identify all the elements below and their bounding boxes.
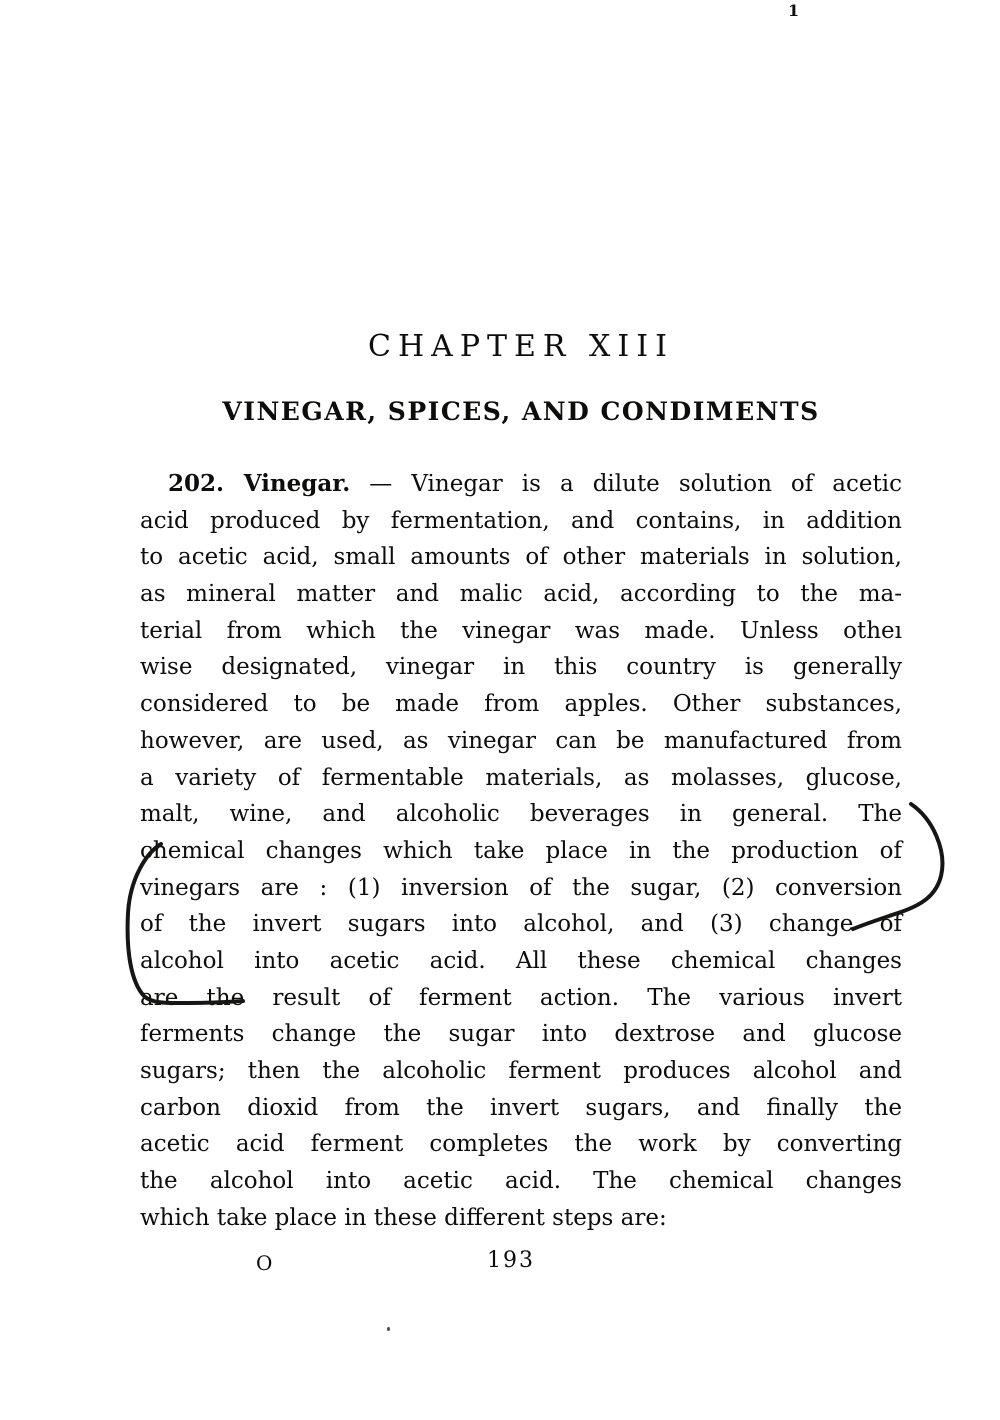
section-number-label: 202. Vinegar. (168, 470, 351, 497)
body-line: considered to be made from apples. Other substances, (140, 691, 902, 718)
body-line: to acetic acid, small amounts of other materials in solution, (140, 544, 902, 571)
paragraph-202-vinegar (140, 466, 902, 1236)
body-line: acid produced by fermentation, and contains, in addition (140, 507, 902, 534)
ink-speck (387, 1327, 390, 1331)
body-line: wise designated, vinegar in this country is generally (140, 654, 902, 681)
body-line: as mineral matter and malic acid, according to the ma- (140, 581, 902, 608)
corner-mark: 1 (788, 1, 800, 20)
body-line: terial from which the vinegar was made. Unless otheı (140, 617, 902, 644)
body-line: ferments change the sugar into dextrose and glucose (140, 1021, 902, 1048)
signature-mark: O (256, 1251, 273, 1275)
body-line: of the invert sugars into alcohol, and (3) change of (140, 911, 902, 938)
body-line: which take place in these different steps are: (140, 1204, 667, 1231)
body-line: are the result of ferment action. The various invert (140, 984, 902, 1011)
body-line: however, are used, as vinegar can be manufactured from (140, 727, 902, 754)
chapter-heading: CHAPTER XIII (368, 329, 674, 364)
body-line: a variety of fermentable materials, as molasses, glucose, (140, 764, 902, 791)
body-line: carbon dioxid from the invert sugars, and finally the (140, 1094, 902, 1121)
body-line: the alcohol into acetic acid. The chemical changes (140, 1168, 902, 1195)
body-line: chemical changes which take place in the production of (140, 837, 902, 864)
body-line: vinegars are : (1) inversion of the sugar, (2) conversion (140, 874, 902, 901)
body-line-text: — Vinegar is a dilute solution of acetic (350, 471, 902, 497)
page-number: 193 (487, 1248, 535, 1273)
body-line: sugars; then the alcoholic ferment produces alcohol and (140, 1058, 902, 1084)
body-line: malt, wine, and alcoholic beverages in general. The (140, 801, 902, 828)
chapter-subtitle: VINEGAR, SPICES, AND CONDIMENTS (222, 397, 820, 426)
body-line: alcohol into acetic acid. All these chemical changes (140, 947, 902, 974)
body-line (140, 466, 902, 503)
body-line: acetic acid ferment completes the work by converting (140, 1131, 902, 1158)
